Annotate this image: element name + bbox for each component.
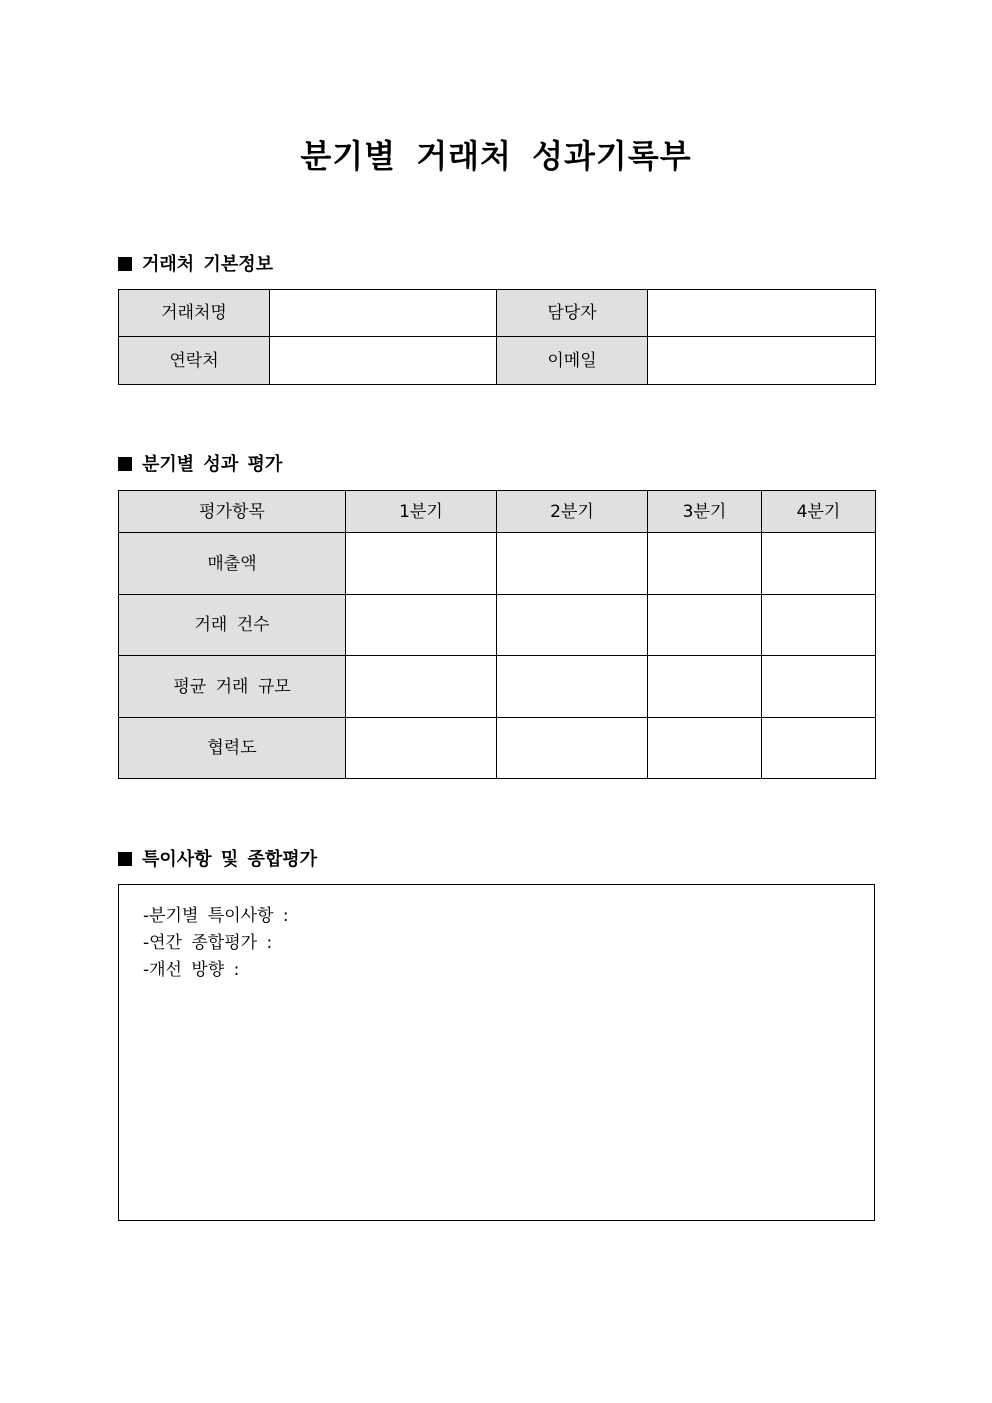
client-name-field[interactable]: [270, 290, 497, 337]
row-label: 협력도: [119, 718, 346, 779]
table-header-row: [119, 491, 876, 533]
evaluation-table: [118, 490, 876, 779]
q1-cell[interactable]: [346, 533, 497, 595]
q2-cell[interactable]: [497, 656, 648, 718]
row-label: 매출액: [119, 533, 346, 595]
label-cell: 이메일: [497, 337, 648, 385]
square-bullet-icon: [118, 257, 132, 271]
table-row: [119, 533, 876, 595]
table-row: [119, 718, 876, 779]
email-field[interactable]: [648, 337, 876, 385]
manager-field[interactable]: [648, 290, 876, 337]
column-header: 평가항목: [119, 491, 346, 533]
q2-cell[interactable]: [497, 718, 648, 779]
q4-cell[interactable]: [762, 595, 876, 656]
section-heading-label: 분기별 성과 평가: [142, 454, 283, 475]
notes-line: -개선 방향 :: [143, 960, 240, 980]
q1-cell[interactable]: [346, 718, 497, 779]
notes-box[interactable]: [118, 884, 875, 1221]
square-bullet-icon: [118, 457, 132, 471]
label-cell: 담당자: [497, 290, 648, 337]
table-row: [119, 290, 876, 337]
row-label: 거래 건수: [119, 595, 346, 656]
q1-cell[interactable]: [346, 656, 497, 718]
section-heading-evaluation: [118, 452, 282, 478]
table-row: [119, 595, 876, 656]
label-cell: 거래처명: [119, 290, 270, 337]
column-header: 3분기: [648, 491, 762, 533]
q3-cell[interactable]: [648, 595, 762, 656]
basic-info-table: [118, 289, 876, 385]
column-header: 2분기: [497, 491, 648, 533]
page-title: 분기별 거래처 성과기록부: [300, 137, 692, 175]
section-heading-basic-info: [118, 252, 273, 278]
q4-cell[interactable]: [762, 718, 876, 779]
q3-cell[interactable]: [648, 656, 762, 718]
q2-cell[interactable]: [497, 595, 648, 656]
q2-cell[interactable]: [497, 533, 648, 595]
notes-line: -분기별 특이사항 :: [143, 906, 289, 926]
section-heading-notes: [118, 847, 317, 873]
q3-cell[interactable]: [648, 533, 762, 595]
column-header: 4분기: [762, 491, 876, 533]
q4-cell[interactable]: [762, 533, 876, 595]
column-header: 1분기: [346, 491, 497, 533]
table-row: [119, 337, 876, 385]
q3-cell[interactable]: [648, 718, 762, 779]
table-row: [119, 656, 876, 718]
contact-field[interactable]: [270, 337, 497, 385]
q1-cell[interactable]: [346, 595, 497, 656]
notes-line: -연간 종합평가 :: [143, 933, 273, 953]
section-heading-label: 거래처 기본정보: [142, 254, 273, 275]
section-heading-label: 특이사항 및 종합평가: [142, 849, 318, 870]
square-bullet-icon: [118, 852, 132, 866]
row-label: 평균 거래 규모: [119, 656, 346, 718]
q4-cell[interactable]: [762, 656, 876, 718]
label-cell: 연락처: [119, 337, 270, 385]
